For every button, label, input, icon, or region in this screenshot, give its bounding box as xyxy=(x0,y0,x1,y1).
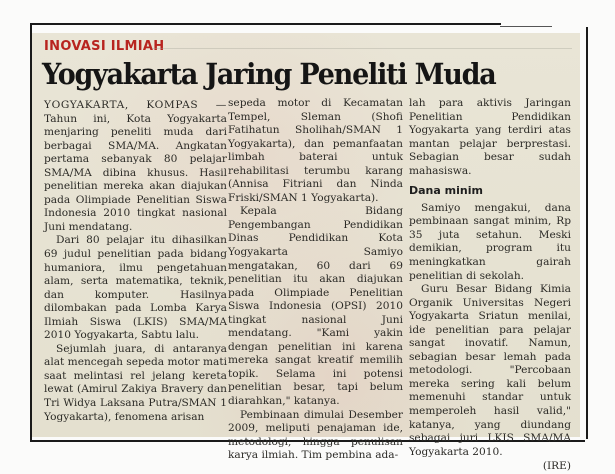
article-headline: Yogyakarta Jaring Peneliti Muda xyxy=(42,57,496,91)
frame-border-top-right xyxy=(500,26,552,27)
article-subheading: Dana minim xyxy=(409,184,483,198)
article-paragraph: Dari 80 pelajar itu dihasilkan 69 judul penelitian pada bidang humaniora, ilmu pengetahuan alam, serta matematika, teknik, dan komputer. Hasilnya dilombakan pada Lomba Karya Ilmiah Siswa (LKIS) SMA/MA 2010 Yogyakarta, Sabtu lalu. xyxy=(44,234,227,342)
newspaper-clipping xyxy=(32,33,580,473)
frame-border-top xyxy=(30,23,501,25)
dateline: YOGYAKARTA, KOMPAS — xyxy=(44,99,227,111)
article-paragraph: Samiyo mengakui, dana pembinaan sangat minim, Rp 35 juta setahun. Meski demikian, program itu meningkatkan gairah penelitian di sekolah. xyxy=(409,201,571,282)
article-paragraph xyxy=(44,99,227,234)
article-paragraph: Kepala Bidang Pengembangan Pendidikan Dinas Pendidikan Kota Yogyakarta Samiyo mengatakan, 60 dari 69 penelitian itu akan diajukan pada Olimpiade Penelitian Siswa Indonesia (OPSI) 2010 tingkat nasional Juni mendatang. "Kami yakin dengan penelitian ini karena mereka sangat kreatif memilih topik. Selama ini potensi penelitian besar, tapi belum diarahkan," katanya. xyxy=(228,205,403,408)
rubric-divider xyxy=(152,48,572,49)
article-column-3 xyxy=(409,97,571,474)
article-column-1 xyxy=(44,99,227,424)
author-signature: (IRE) xyxy=(542,460,571,473)
frame-border-right xyxy=(586,27,588,439)
article-paragraph: lah para aktivis Jaringan Penelitian Pendidikan Yogyakarta yang terdiri atas mantan pelajar berprestasi. Sebagian besar sudah mahasiswa. xyxy=(409,97,571,177)
paragraph-text: Tahun ini, Kota Yogyakarta menjaring peneliti muda dari berbagai SMA/MA. Angkatan pertama sebanyak 80 pelajar SMA/MA dibina khusus. Hasil penelitian mereka akan diajukan pada Olimpiade Penelitian Siswa Indonesia 2010 tingkat nasional Juni mendatang. xyxy=(44,112,227,233)
section-rubric: INOVASI ILMIAH xyxy=(44,39,165,54)
article-paragraph: Sejumlah juara, di antaranya alat mencegah sepeda motor mati saat melintasi rel jelang kereta lewat (Amirul Zakiya Bravery dan Tri Widya Laksana Putra/SMAN 1 Yogyakarta), fenomena arisan xyxy=(44,342,227,423)
article-paragraph: sepeda motor di Kecamatan Tempel, Sleman (Shofi Fatihatun Sholihah/SMAN 1 Yogyakarta), dan pemanfaatan limbah baterai untuk rehabilitasi terumbu karang (Annisa Fitriani dan Ninda Friski/SMAN 1 Yogyakarta). xyxy=(228,97,403,204)
article-column-2 xyxy=(228,97,403,463)
article-paragraph: Guru Besar Bidang Kimia Organik Universitas Negeri Yogyakarta Sriatun menilai, ide penelitian para pelajar sangat inovatif. Namun, sebagian besar lemah pada metodologi. "Percobaan mereka sering kali belum memenuhi standar untuk memperoleh hasil valid," katanya, yang diundang sebagai juri LKIS SMA/MA Yogyakarta 2010. xyxy=(409,283,571,458)
article-paragraph: Pembinaan dimulai Desember 2009, meliputi penajaman ide, metodologi, hingga penulisan karya ilmiah. Tim pembina ada- xyxy=(228,408,403,462)
